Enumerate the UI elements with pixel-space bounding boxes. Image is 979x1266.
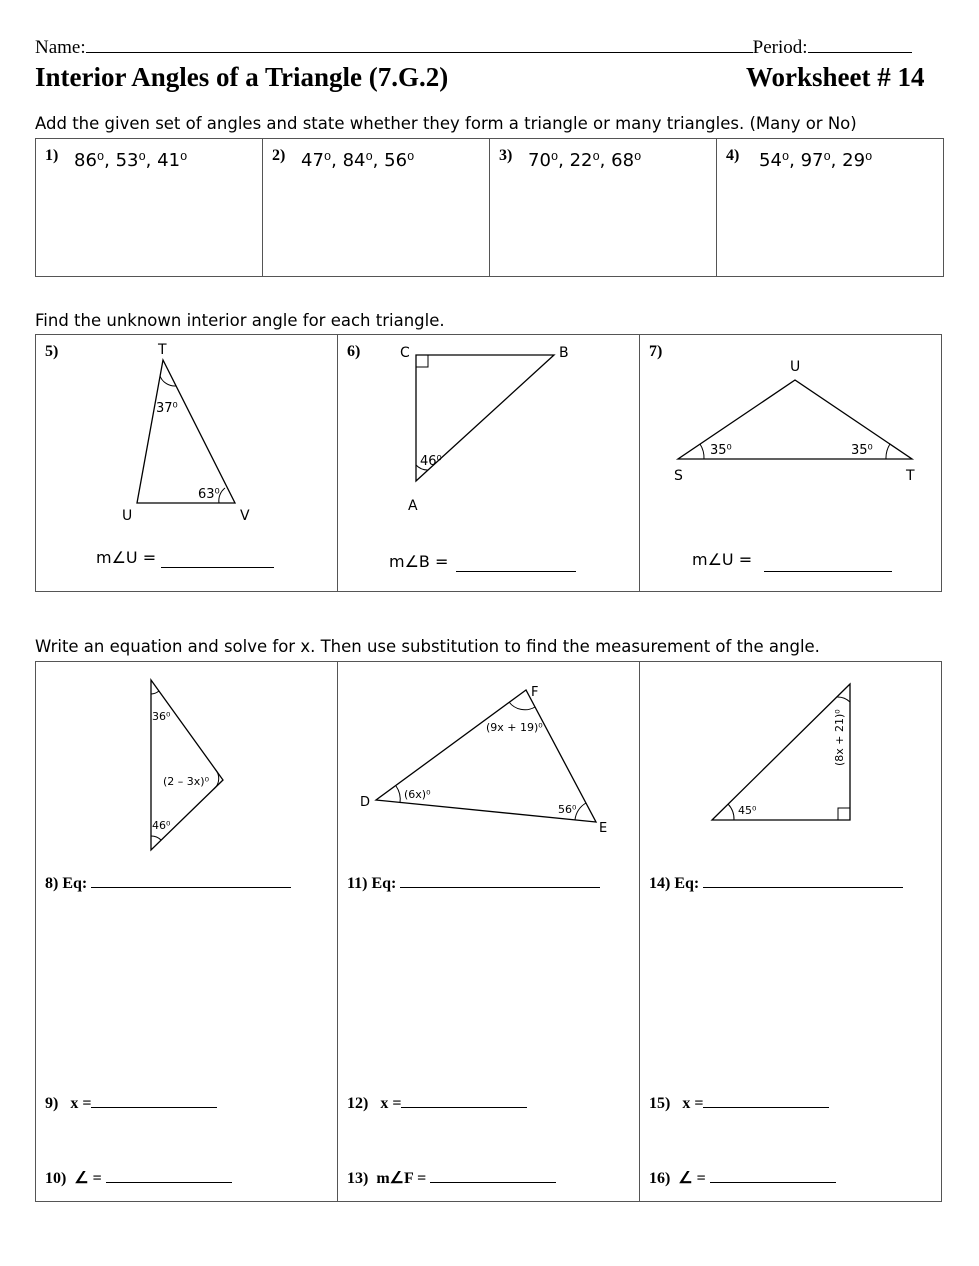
problems-11-13-cell[interactable] [338, 662, 640, 1202]
problems-14-16-cell[interactable] [640, 662, 942, 1202]
period-field[interactable] [808, 52, 912, 53]
vertex-label: B [559, 345, 569, 361]
x-label: x = [380, 1095, 402, 1112]
vertex-label: T [906, 468, 915, 484]
angle-label: (2 – 3x)⁰ [163, 775, 209, 788]
angle-label: (6x)⁰ [404, 788, 431, 801]
x-field[interactable] [91, 1107, 217, 1108]
vertex-label: U [122, 508, 133, 524]
page-title: Interior Angles of a Triangle (7.G.2) [35, 62, 449, 92]
vertex-label: U [790, 359, 801, 375]
vertex-label: E [599, 821, 608, 836]
x-label: x = [682, 1095, 704, 1112]
angle-label: (8x + 21)⁰ [833, 709, 846, 766]
angle-label: (9x + 19)⁰ [486, 721, 543, 734]
triangle-x-diagram-1 [36, 662, 337, 872]
vertex-label: D [360, 795, 371, 810]
angle-label: 36⁰ [152, 710, 171, 723]
equation-field[interactable] [400, 887, 600, 888]
x-field[interactable] [703, 1107, 829, 1108]
triangle-ust-diagram [640, 335, 941, 591]
equation-field[interactable] [703, 887, 903, 888]
problem-number: 7) [649, 343, 663, 360]
answer-field[interactable] [161, 553, 274, 568]
answer-label: m∠U = [692, 550, 753, 569]
vertex-label: F [531, 685, 539, 700]
name-label: Name: [35, 37, 86, 58]
angle-field[interactable] [430, 1182, 556, 1183]
section2-instruction: Find the unknown interior angle for each triangle. [35, 311, 445, 330]
angle-set: 86⁰, 53⁰, 41⁰ [74, 150, 188, 171]
x-label: x = [70, 1095, 92, 1112]
angle-label: 35⁰ [710, 443, 732, 458]
angle-field[interactable] [710, 1182, 836, 1183]
vertex-label: V [240, 508, 250, 524]
x-number: 12) [347, 1095, 369, 1112]
problems-8-10-cell[interactable] [36, 662, 338, 1202]
angle-label: 63⁰ [198, 487, 220, 502]
problem-3-cell[interactable] [490, 139, 717, 277]
angle-answer-label: m∠F = [376, 1170, 427, 1187]
x-field[interactable] [401, 1107, 527, 1108]
problem-number: 6) [347, 343, 361, 360]
angle-label: 37⁰ [156, 401, 178, 416]
section1-instruction: Add the given set of angles and state whether they form a triangle or many triangles. (Many or No) [35, 114, 857, 133]
problem-5-cell[interactable] [36, 335, 338, 592]
header-line [35, 37, 945, 59]
problem-number: 3) [499, 147, 513, 164]
vertex-label: C [400, 345, 410, 361]
problem-4-cell[interactable] [717, 139, 944, 277]
problem-number: 4) [726, 147, 740, 164]
section3-instruction: Write an equation and solve for x. Then use substitution to find the measurement of the angle. [35, 637, 820, 656]
angle-set: 47⁰, 84⁰, 56⁰ [301, 150, 415, 171]
section3-table [35, 661, 942, 1202]
worksheet-number: Worksheet # 14 [746, 62, 925, 92]
problem-number: 1) [45, 147, 59, 164]
period-label: Period: [752, 37, 808, 58]
triangle-cba-diagram [338, 335, 639, 591]
problem-6-cell[interactable] [338, 335, 640, 592]
angle-set: 70⁰, 22⁰, 68⁰ [528, 150, 642, 171]
answer-label: m∠U = [96, 548, 157, 567]
name-field[interactable] [86, 52, 753, 53]
angle-label: 56⁰ [558, 803, 577, 816]
angle-label: 35⁰ [851, 443, 873, 458]
angle-field[interactable] [106, 1182, 232, 1183]
answer-label: m∠B = [389, 552, 449, 571]
angle-number: 16) [649, 1170, 671, 1187]
problem-number: 5) [45, 343, 59, 360]
vertex-label: S [674, 468, 683, 484]
problem-2-cell[interactable] [263, 139, 490, 277]
section1-table [35, 138, 944, 277]
triangle-x-diagram-3 [640, 662, 941, 872]
section2-table [35, 334, 942, 592]
problem-number: 2) [272, 147, 286, 164]
angle-label: 46⁰ [152, 819, 171, 832]
vertex-label: A [408, 498, 418, 514]
eq-label: 11) Eq: [347, 875, 397, 892]
triangle-dfe-diagram [338, 662, 639, 872]
problem-1-cell[interactable] [36, 139, 263, 277]
angle-answer-label: ∠ = [74, 1170, 102, 1187]
angle-number: 13) [347, 1170, 369, 1187]
equation-field[interactable] [91, 887, 291, 888]
angle-label: 46⁰ [420, 454, 442, 469]
angle-answer-label: ∠ = [678, 1170, 706, 1187]
x-number: 9) [45, 1095, 59, 1112]
angle-set: 54⁰, 97⁰, 29⁰ [759, 150, 873, 171]
eq-label: 8) Eq: [45, 875, 88, 892]
answer-field[interactable] [764, 557, 892, 572]
eq-label: 14) Eq: [649, 875, 700, 892]
answer-field[interactable] [456, 557, 576, 572]
vertex-label: T [158, 342, 167, 358]
angle-label: 45⁰ [738, 804, 757, 817]
angle-number: 10) [45, 1170, 67, 1187]
problem-7-cell[interactable] [640, 335, 942, 592]
x-number: 15) [649, 1095, 671, 1112]
